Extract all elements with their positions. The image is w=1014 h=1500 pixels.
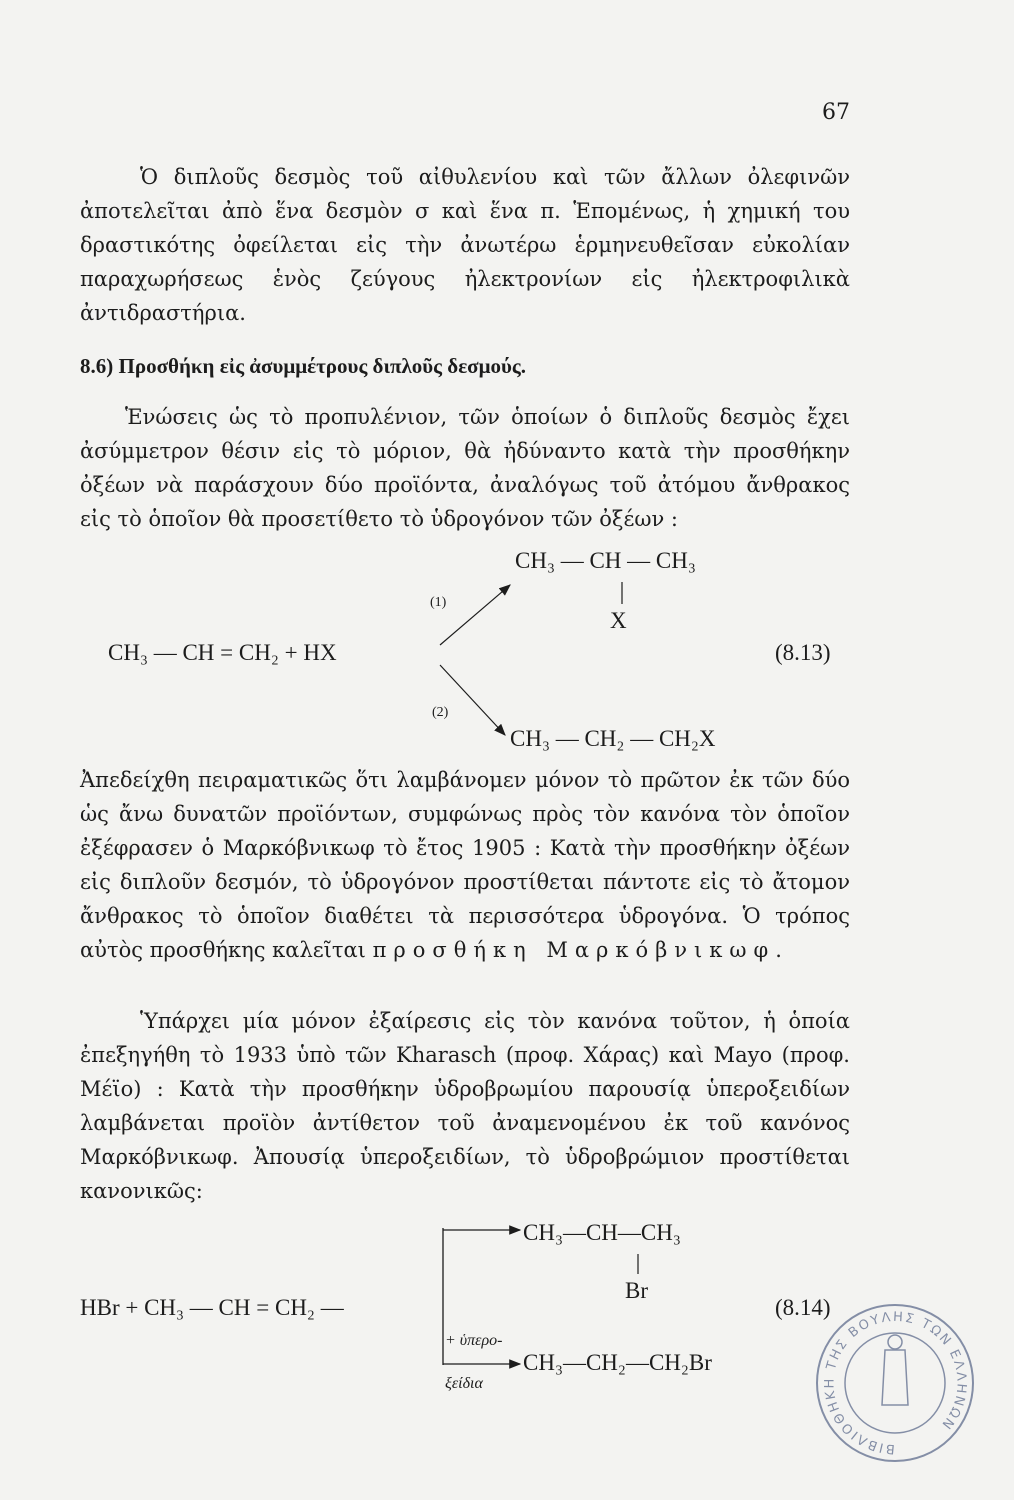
paragraph-2: Ἑνώσεις ὡς τὸ προπυλένιον, τῶν ὁποίων ὁ διπλοῦς δεσμὸς ἔχει ἀσύμμετρον θέσιν εἰς τὸ μόριον, θὰ ἠδύναντο κατὰ τὴν προσθήκην ὀξέων νὰ παράσχουν δύο προϊόντα, ἀναλόγως τοῦ ἀτόμου ἄνθρακος εἰς τὸ ὁποῖον θὰ προσετίθετο τὸ ὑδρογόνον τῶν ὀξέων : (80, 405, 850, 531)
eq814-condition-top: + ὑπερο- (445, 1332, 503, 1349)
eq813-reactants: CH₃ — CH = CH₂ + HX (108, 640, 337, 665)
paragraph-1: Ὁ διπλοῦς δεσμὸς τοῦ αἰθυλενίου καὶ τῶν ἄλλων ὀλεφινῶν ἀποτελεῖται ἀπὸ ἕνα δεσμὸν σ καὶ ἕνα π. Ἑπομένως, ἡ χημική του δραστικότης ὀφείλεται εἰς τὴν ἀνωτέρω ἑρμηνευθεῖσαν εὐκολίαν παραχωρήσεως ἑνὸς ζεύγους ἠλεκτρονίων εἰς ἠλεκτροφιλικὰ ἀντιδραστήρια. (80, 165, 850, 325)
eq813-path-2-label: (2) (432, 705, 449, 720)
eq813-number: (8.13) (775, 640, 831, 665)
eq813-product-1: CH₃ — CH — CH₃ (515, 548, 696, 573)
eq814-product-2: CH₃—CH₂—CH₂Br (523, 1350, 712, 1375)
eq813-product-1-substituent: X (610, 608, 627, 633)
eq814-product-1-substituent: Br (625, 1278, 648, 1303)
eq814-condition-bottom: ξείδια (445, 1375, 483, 1392)
paragraph-3-text: Ἀπεδείχθη πειραματικῶς ὅτι λαμβάνομεν μόνον τὸ πρῶτον ἐκ τῶν δύο ὡς ἄνω δυνατῶν προϊόντων, συμφώνως πρὸς τὸν κανόνα τὸν ὁποῖον ἐξέφρασεν ὁ Μαρκόβνικωφ τὸ ἔτος 1905 : Κατὰ τὴν προσθήκην ὀξέων εἰς διπλοῦν δεσμόν, τὸ ὑδρογόνον προστίθεται πάντοτε εἰς τὸ ἄτομον ἄνθρακος τὸ ὁποῖον διαθέτει τὰ περισσότερα ὑδρογόνα. Ὁ τρόπος αὐτὸς προσθήκης καλεῖται (80, 768, 850, 962)
eq813-product-2: CH₃ — CH₂ — CH₂X (510, 726, 716, 751)
section-heading: 8.6) Προσθήκη εἰς ἀσυμμέτρους διπλοῦς δεσμούς. (80, 354, 527, 378)
page-number: 67 (822, 100, 850, 125)
eq814-number: (8.14) (775, 1295, 831, 1320)
eq814-product-1: CH₃—CH—CH₃ (523, 1220, 681, 1245)
stamp-text: ΒΙΒΛΙΟΘΗΚΗ ΤΗΣ ΒΟΥΛΗΣ ΤΩΝ ΕΛΛΗΝΩΝ (822, 1309, 969, 1457)
paragraph-4: Ὑπάρχει μία μόνον ἐξαίρεσις εἰς τὸν κανόνα τοῦτον, ἡ ὁποία ἐπεξηγήθη τὸ 1933 ὑπὸ τῶν Kharasch (προφ. Χάρας) καὶ Mayo (προφ. Μέϊο) : Κατὰ τὴν προσθήκην ὑδροβρωμίου παρουσίᾳ ὑπεροξειδίων λαμβάνεται προϊὸν ἀντίθετον τοῦ ἀναμενομένου ἐκ τοῦ κανόνος Μαρκόβνικωφ. Ἀπουσίᾳ ὑπεροξειδίων, τὸ ὑδροβρώμιον προστίθεται κανονικῶς: (80, 1009, 850, 1203)
markovnikov-term: προσθήκη Μαρκόβνικωφ. (372, 938, 789, 962)
eq814-reactants: HBr + CH₃ — CH = CH₂ — (80, 1295, 344, 1320)
eq813-path-1-label: (1) (430, 595, 447, 610)
